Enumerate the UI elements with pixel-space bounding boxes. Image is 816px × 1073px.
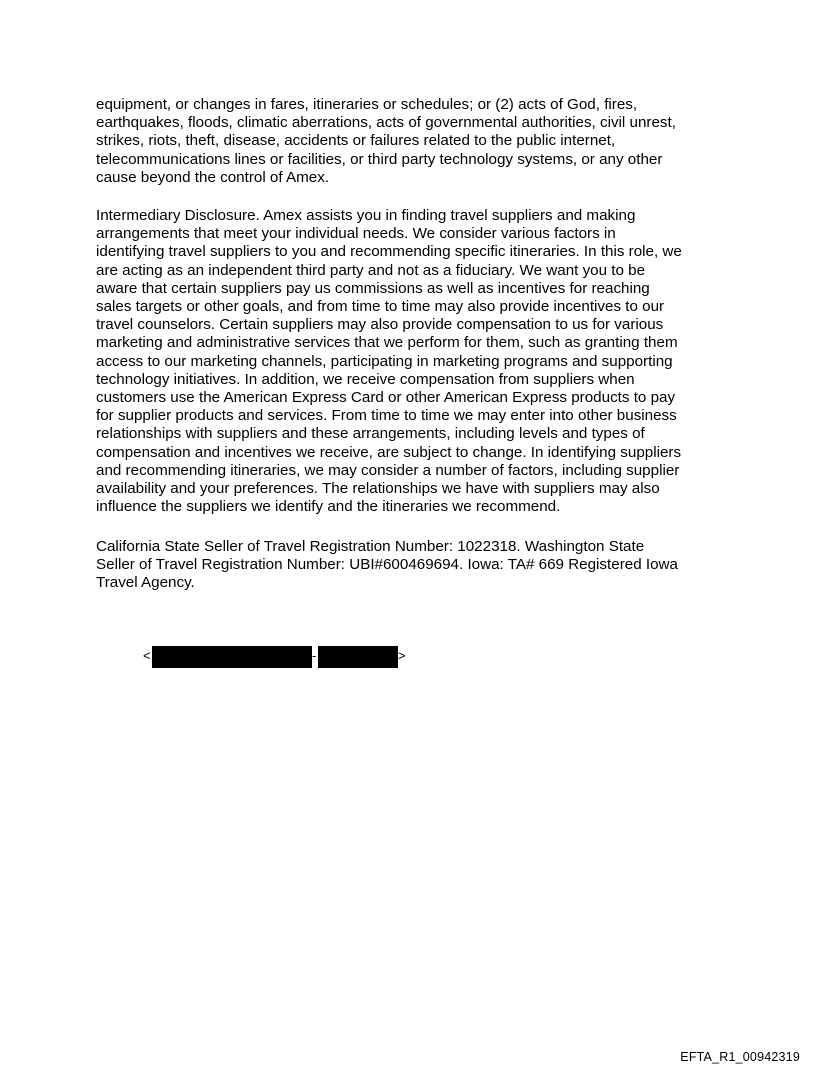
paragraph-registration-numbers [96,538,736,593]
text-line: influence the suppliers we identify and the itineraries we recommend. [96,498,561,516]
text-line: travel counselors. Certain suppliers may also provide compensation to us for various [96,316,664,334]
text-line: compensation and incentives we receive, are subject to change. In identifying suppliers [96,443,682,461]
text-line: equipment, or changes in fares, itineraries or schedules; or (2) acts of God, fires, [96,96,638,113]
text-line: cause beyond the control of Amex. [96,168,330,186]
text-line: earthquakes, floods, climatic aberrations, acts of governmental authorities, civil unrest, [96,114,676,132]
text-line: telecommunications lines or facilities, or third party technology systems, or any other [96,150,663,168]
text-line: California State Seller of Travel Registration Number: 1022318. Washington State [96,538,645,555]
text-line: access to our marketing channels, participating in marketing programs and supporting [96,352,673,370]
redaction-block [152,646,312,668]
close-angle-bracket: > [398,648,406,663]
text-line: sales targets or other goals, and from time to time may also provide incentives to our [96,298,665,316]
text-line: arrangements that meet your individual needs. We consider various factors in [96,225,616,243]
text-line: Intermediary Disclosure. Amex assists you in finding travel suppliers and making [96,207,636,224]
text-line: marketing and administrative services that we perform for them, such as granting them [96,334,678,352]
text-line: availability and your preferences. The relationships we have with suppliers may also [96,480,660,498]
open-angle-bracket: < [143,648,151,663]
redaction-block [318,646,398,668]
redacted-email-address [143,646,413,668]
text-line: and recommending itineraries, we may consider a number of factors, including supplier [96,461,680,479]
text-line: identifying travel suppliers to you and recommending specific itineraries. In this role, we [96,243,682,261]
text-line: Travel Agency. [96,574,195,592]
text-line: technology initiatives. In addition, we receive compensation from suppliers when [96,370,635,388]
text-line: for supplier products and services. From time to time we may enter into other business [96,407,677,425]
document-id-stamp: EFTA_R1_00942319 [680,1050,800,1064]
text-line: Seller of Travel Registration Number: UBI#600469694. Iowa: TA# 669 Registered Iowa [96,556,678,574]
text-line: relationships with suppliers and these arrangements, including levels and types of [96,425,645,443]
separator-hyphen: - [312,648,317,663]
text-line: aware that certain suppliers pay us commissions as well as incentives for reaching [96,279,650,297]
text-line: are acting as an independent third party and not as a fiduciary. We want you to be [96,261,646,279]
paragraph-liability-causes [96,96,736,187]
text-line: strikes, riots, theft, disease, accidents or failures related to the public internet, [96,132,616,150]
text-line: customers use the American Express Card or other American Express products to pay [96,389,676,407]
paragraph-intermediary-disclosure [96,207,736,516]
